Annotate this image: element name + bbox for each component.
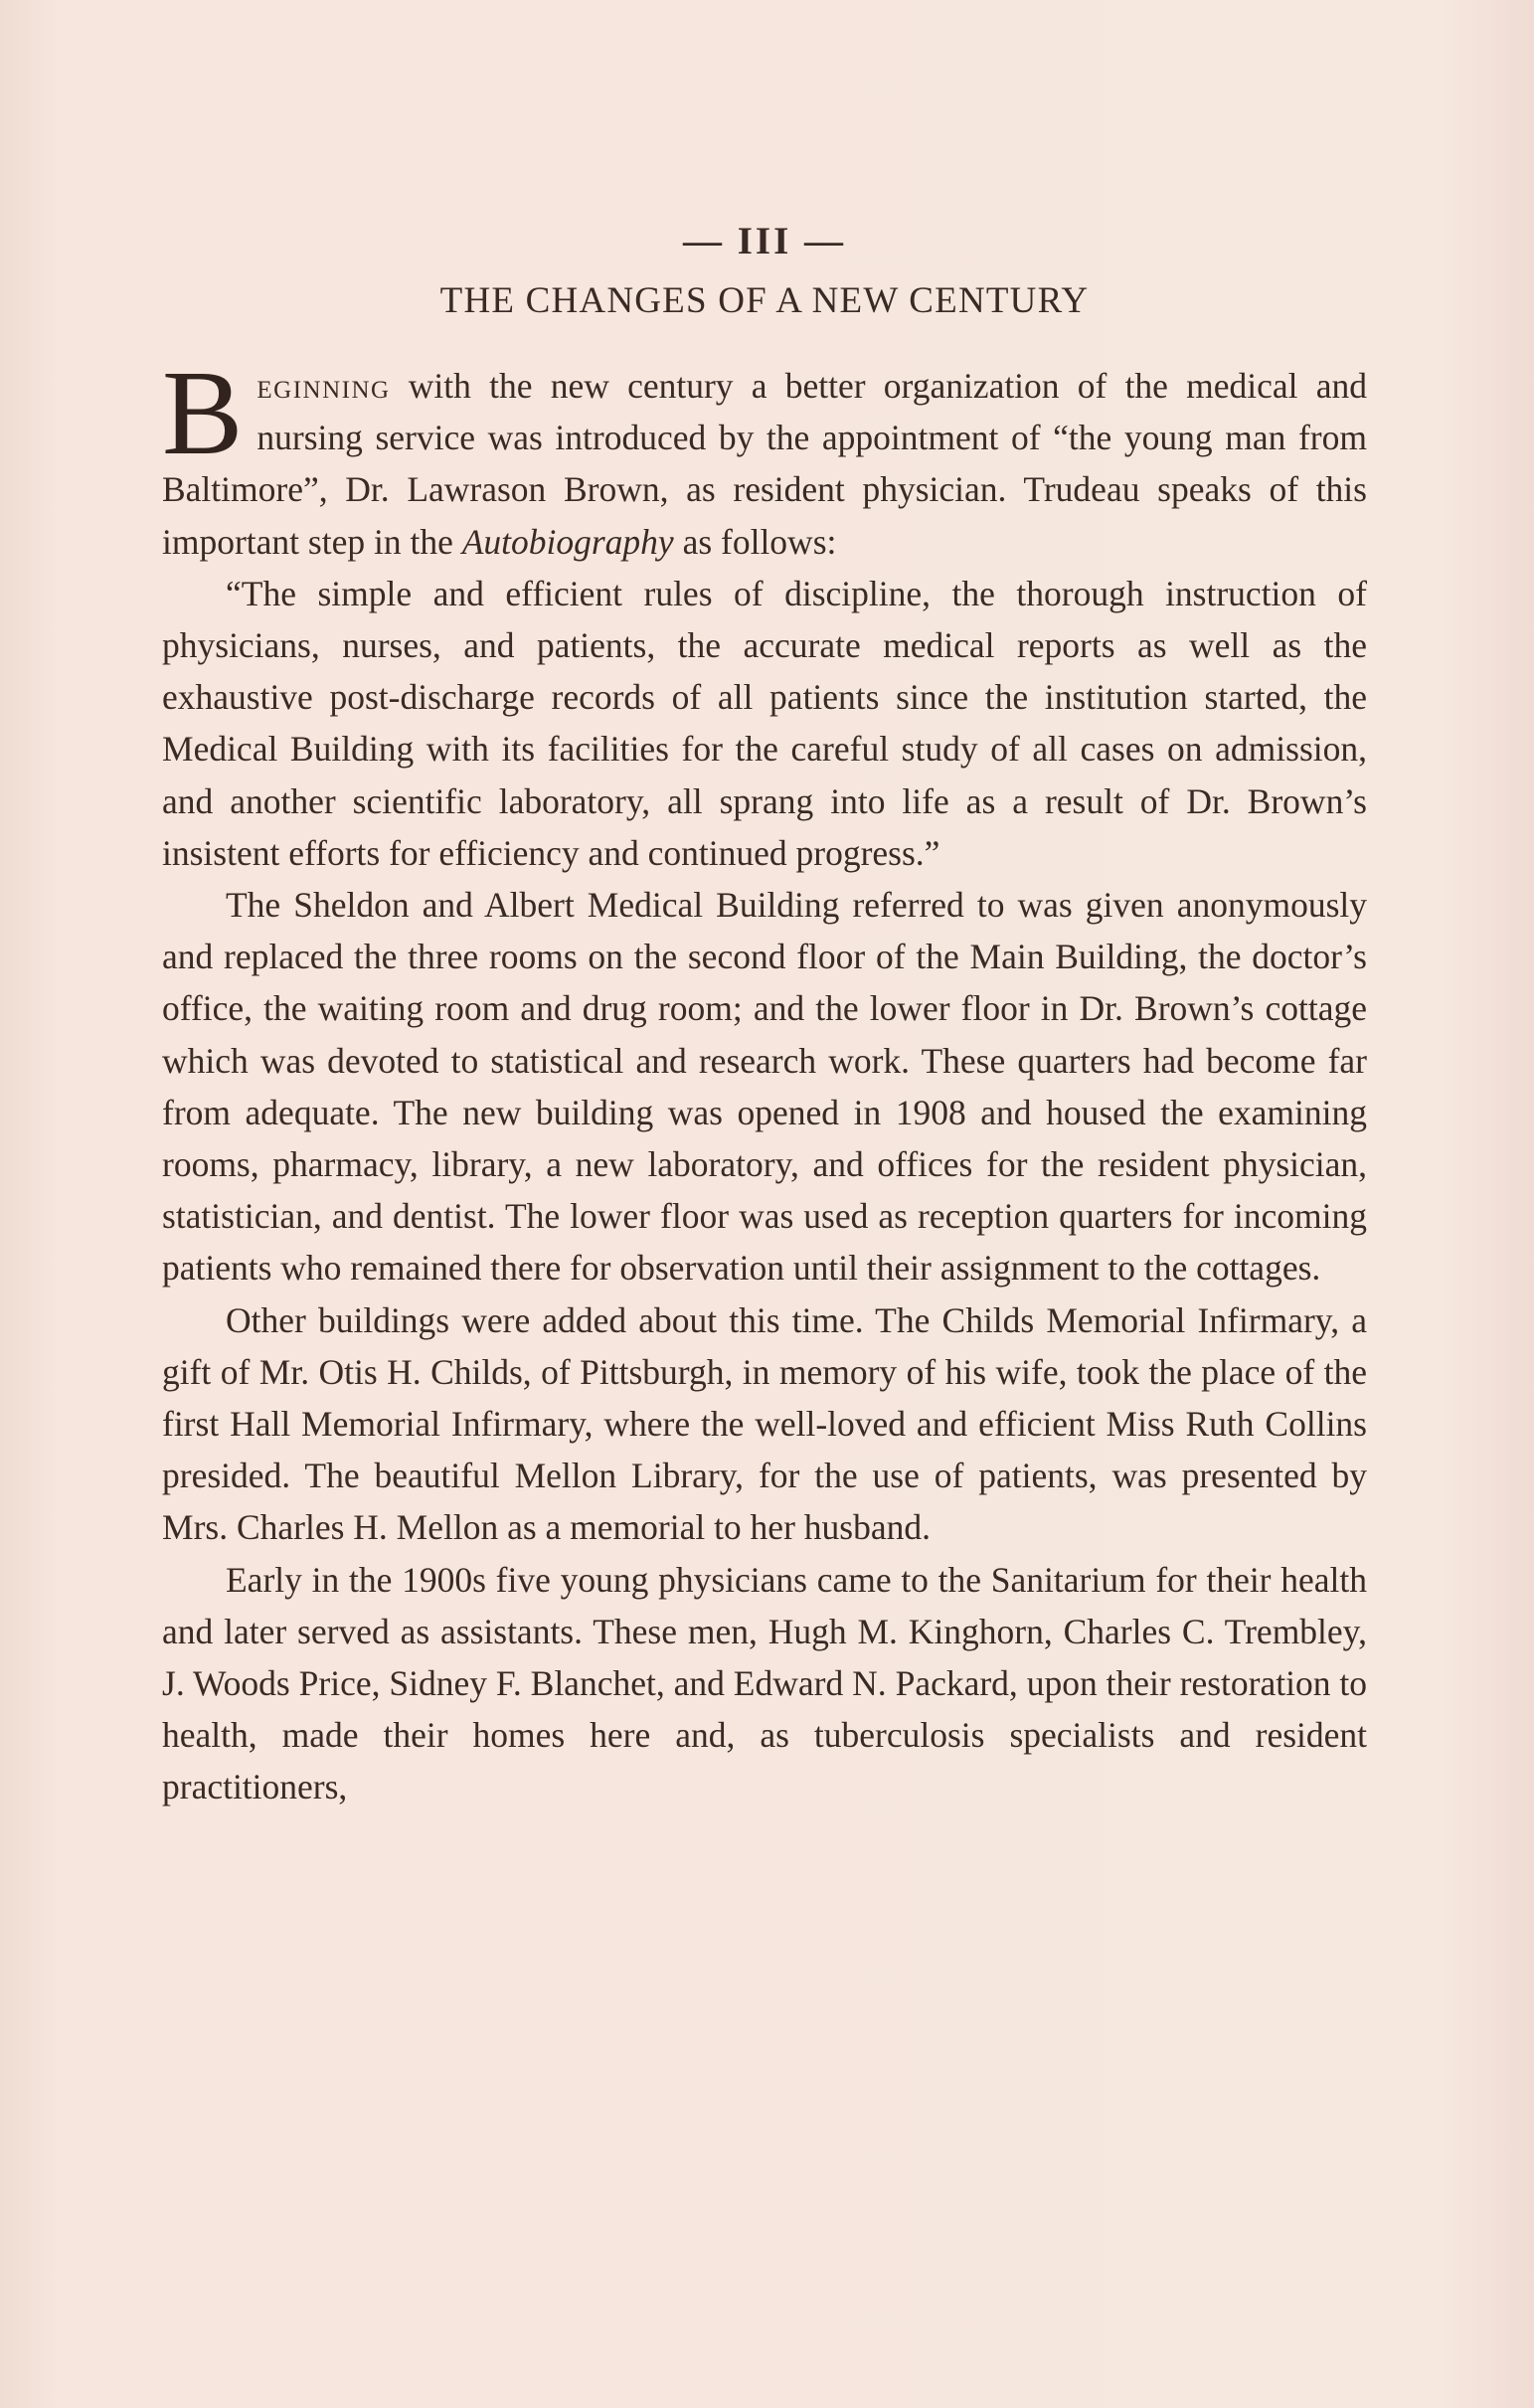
paragraph-1-ending: as follows: [673, 521, 837, 562]
body-text [162, 346, 1367, 1813]
chapter-title: THE CHANGES OF A NEW CENTURY [439, 280, 1090, 321]
book-title-italic: Autobiography [461, 521, 674, 562]
small-caps-lead: eginning [256, 366, 391, 406]
paragraph-2-quote: “The simple and efficient rules of discipline, the thorough instruction of physicians, nurses, and patients, the accurate medical reports as well as the exhaustive post-discharge records of all patients since the institution started, the Medical Building with its facilities for the careful study of all cases on admission, and another scientific laboratory, all sprang into life as a result of Dr. Brown’s insistent efforts for efficiency and continued progress.” [162, 573, 1367, 873]
paragraph-3: The Sheldon and Albert Medical Building referred to was given anonymously and replaced the three rooms on the second floor of the Main Building, the doctor’s office, the waiting room and drug room; and the lower floor in Dr. Brown’s cottage which was devoted to statistical and research work. These quarters had become far from adequate. The new building was opened in 1908 and housed the examining rooms, pharmacy, library, a new laboratory, and offices for the resident physician, statistician, and dentist. The lower floor was used as reception quarters for incoming patients who remained there for observation until their assignment to the cottages. [162, 885, 1367, 1289]
paragraph-5: Early in the 1900s five young physicians came to the Sanitarium for their health and later served as assistants. These men, Hugh M. Kinghorn, Charles C. Trembley, J. Woods Price, Sidney F. Blanchet, and Edward N. Packard, upon their restoration to health, made their homes here and, as tuberculosis specialists and resident practitioners, [162, 1559, 1367, 1807]
paragraph-4: Other buildings were added about this time. The Childs Memorial Infirmary, a gift of Mr. Otis H. Childs, of Pittsburgh, in memory of his wife, took the place of the first Hall Memorial Infirmary, where the well-loved and efficient Miss Ruth Collins presided. The beautiful Mellon Library, for the use of patients, was presented by Mrs. Charles H. Mellon as a memorial to her husband. [162, 1299, 1367, 1548]
book-page [162, 217, 1367, 1813]
paragraph-1-text: with the new century a better organization of the medical and nursing service was introduced by the appointment of “the young man from Baltimore”, Dr. Lawrason Brown, as resident physician. Trudeau speaks of this important step in the [162, 366, 1367, 562]
paragraph-1 [162, 346, 1367, 568]
drop-cap: B [162, 346, 244, 480]
chapter-number: — III — [682, 220, 847, 262]
